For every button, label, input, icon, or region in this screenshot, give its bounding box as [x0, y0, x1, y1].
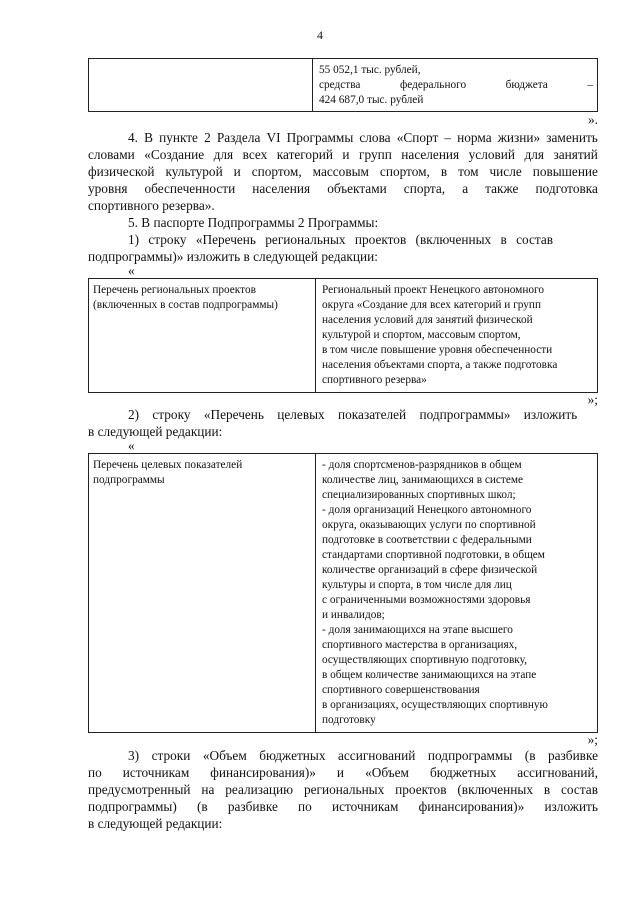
word: и	[342, 147, 350, 162]
word: всех	[242, 147, 268, 162]
word: «Объем	[365, 765, 409, 780]
p5-2-line-1: 2) строку «Перечень целевых показателей подпрограммы» изложить	[128, 407, 578, 422]
word: В	[144, 130, 153, 145]
word: источникам	[122, 765, 190, 780]
word: спортом,	[379, 164, 430, 179]
word: спорта,	[403, 181, 446, 196]
word: 3)	[128, 748, 140, 763]
word: групп	[359, 147, 392, 162]
p5-1-line-2: подпрограммы)» изложить в следующей редакции:	[88, 249, 378, 264]
word: жизни»	[497, 130, 541, 145]
p5-3-line-3	[88, 782, 598, 797]
p5-1-line-1: 1) строку «Перечень региональных проектов (включенных в состав	[128, 232, 554, 247]
word: предусмотренный	[88, 782, 191, 797]
word: –	[444, 130, 452, 145]
closing-quote-2: »;	[587, 392, 598, 407]
word: реализацию	[225, 782, 294, 797]
top-table-line: 424 687,0 тыс. рублей	[319, 94, 424, 106]
word: уровня	[88, 181, 128, 196]
word: бюджетных	[430, 765, 497, 780]
regional-projects-right-cell: Региональный проект Ненецкого автономного округа «Создание для всех категорий и групп населения условий для занятий физической культурой и спортом, массовым спортом, в том числе повышение уровня обеспеченности населения объектами спорта, а также подготовка спортивного резерва»	[316, 279, 598, 393]
word: по	[298, 799, 312, 814]
word: повышение	[532, 164, 598, 179]
word: бюджета	[505, 79, 548, 91]
word: заменить	[546, 130, 598, 145]
p4-line-4	[88, 181, 598, 196]
word: также	[485, 181, 519, 196]
top-table-justified-line	[319, 78, 593, 93]
word: а	[462, 181, 469, 196]
page-number: 4	[317, 28, 323, 42]
word: разбивке	[548, 748, 598, 763]
p5-3-line-4	[88, 799, 598, 814]
word: (включенных	[457, 782, 533, 797]
closing-quote-1: ».	[588, 112, 598, 127]
word: в	[440, 164, 448, 179]
word: массовым	[312, 164, 369, 179]
word: населения	[401, 147, 460, 162]
word: категорий	[276, 147, 333, 162]
p5-heading: 5. В паспорте Подпрограммы 2 Программы:	[128, 215, 379, 230]
p5-3-line-1	[88, 748, 598, 763]
opening-quote-1: «	[128, 263, 135, 278]
word: условий	[468, 147, 515, 162]
word: в	[543, 782, 551, 797]
target-indicators-table	[88, 453, 598, 733]
word: строки	[151, 748, 191, 763]
closing-quote-3: »;	[587, 732, 598, 747]
top-table	[88, 58, 598, 112]
word: на	[201, 782, 215, 797]
word: (в	[524, 748, 536, 763]
top-table-left-cell	[89, 59, 313, 112]
target-indicators-left-cell: Перечень целевых показателей подпрограммы	[89, 454, 316, 733]
p4-line-3	[88, 164, 598, 179]
word: федерального	[399, 79, 467, 91]
word: Раздела	[216, 130, 261, 145]
word: населения	[252, 181, 311, 196]
top-table-right-cell	[313, 59, 598, 112]
word: слова	[359, 130, 391, 145]
word: словами	[88, 147, 135, 162]
word: занятий	[553, 147, 598, 162]
word: норма	[457, 130, 492, 145]
word: для	[524, 147, 544, 162]
p4-line-5: спортивного резерва».	[88, 198, 215, 213]
word: по	[88, 765, 102, 780]
word: числе	[489, 164, 522, 179]
word: и	[233, 164, 241, 179]
word: спортом,	[251, 164, 302, 179]
target-indicators-right-cell: - доля спортсменов-разрядников в общем количестве лиц, занимающихся в системе специализированных спортивных школ; - доля организаций Ненецкого автономного округа, оказывающих услуги по спортивной подготовке в соответствии с федеральными стандартами спортивной подготовки, в общем количестве организаций в сфере физической культуры и спорта, в том числе для лиц с ограниченными возможностями здоровья и инвалидов; - доля занимающихся на этапе высшего спортивного мастерства в организациях, осуществляющих спортивную подготовку, в общем количестве занимающихся на этапе спортивного совершенствования в организациях, осуществляющих спортивную подготовку	[316, 454, 598, 733]
p5-2-line-2: в следующей редакции:	[88, 424, 223, 439]
word: состав	[561, 782, 598, 797]
word: обеспеченности	[144, 181, 236, 196]
regional-projects-table	[88, 278, 598, 393]
word: бюджетных	[259, 748, 326, 763]
word: пункте	[159, 130, 198, 145]
word: разбивке	[227, 799, 278, 814]
word: 2	[204, 130, 211, 145]
p4-line-1	[88, 130, 598, 145]
opening-quote-2: «	[128, 438, 135, 453]
word: 4.	[128, 130, 138, 145]
word: (в	[196, 799, 208, 814]
word: источникам	[332, 799, 399, 814]
word: VI	[266, 130, 281, 145]
p4-line-2	[88, 147, 598, 162]
regional-projects-left-cell: Перечень региональных проектов (включенных в состав подпрограммы)	[89, 279, 316, 393]
word: том	[458, 164, 479, 179]
word: объектами	[327, 181, 387, 196]
word: изложить	[544, 799, 598, 814]
word: ассигнований,	[517, 765, 598, 780]
word: «Спорт	[396, 130, 439, 145]
word: финансирования)»	[418, 799, 525, 814]
word: финансирования)»	[210, 765, 316, 780]
word: «Объем	[202, 748, 247, 763]
word: «Создание	[144, 147, 205, 162]
word: физической	[88, 164, 155, 179]
word: подготовка	[535, 181, 598, 196]
top-table-line: 55 052,1 тыс. рублей,	[319, 64, 421, 76]
word: культурой	[165, 164, 223, 179]
word: подпрограммы	[427, 748, 513, 763]
word: Программы	[286, 130, 354, 145]
word: подпрограммы)	[88, 799, 177, 814]
word: –	[587, 79, 593, 91]
p5-3-line-5: в следующей редакции:	[88, 816, 223, 831]
word: для	[213, 147, 234, 162]
word: ассигнований	[338, 748, 416, 763]
word: и	[336, 765, 345, 780]
word: средства	[319, 79, 361, 91]
word: проектов	[395, 782, 447, 797]
word: региональных	[303, 782, 385, 797]
p5-3-line-2	[88, 765, 598, 780]
